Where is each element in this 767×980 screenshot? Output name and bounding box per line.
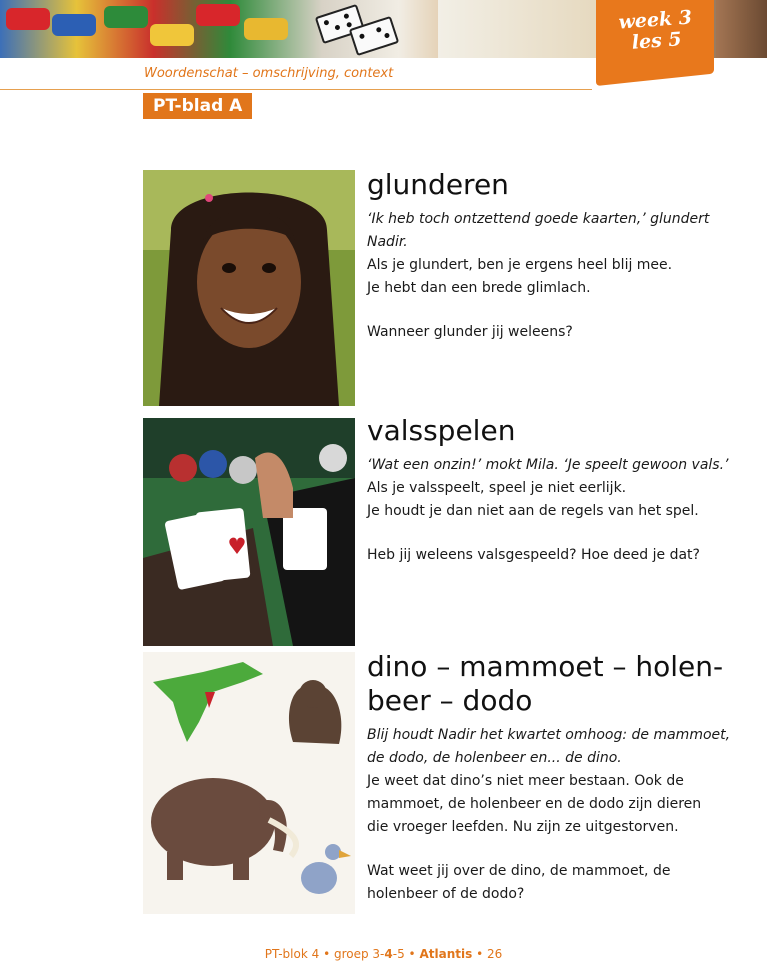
extinct-animals-illustration — [143, 652, 355, 914]
footer-group-suffix: -5 — [392, 947, 405, 961]
entry-text — [367, 168, 737, 344]
example-quote: ‘Ik heb toch ontzettend goede kaarten,’ glundert Nadir. — [367, 211, 710, 250]
headword-line: beer – dodo — [367, 684, 533, 717]
board-game-photo — [438, 0, 598, 58]
quote-line: Blij houdt Nadir het kwartet omhoog: de mammoet, — [367, 727, 731, 743]
toy-car-icon — [196, 4, 240, 26]
toy-car-icon — [6, 8, 50, 30]
discussion-question: Wanneer glunder jij weleens? — [367, 324, 573, 340]
discussion-question — [367, 860, 737, 906]
worksheet-subtitle: Woordenschat – omschrijving, context — [144, 66, 394, 81]
footer-group-prefix: groep 3- — [333, 947, 385, 961]
definition-line: Je hebt dan een brede glimlach. — [367, 280, 591, 296]
toy-car-icon — [104, 6, 148, 28]
footer-group-bold: 4 — [384, 947, 393, 961]
sheet-label-badge: PT-blad A — [143, 93, 252, 119]
headword — [367, 650, 737, 718]
vocab-entry-glunderen — [143, 170, 743, 406]
question-line: Wat weet jij over de dino, de mammoet, de — [367, 863, 671, 879]
hands-photo — [716, 0, 767, 58]
page-number: 26 — [486, 947, 503, 961]
entry-text — [367, 650, 737, 906]
cheating-cards-photo — [143, 418, 355, 646]
example-quote — [367, 724, 737, 770]
week-label: week 3 — [617, 6, 693, 34]
definition-line: Als je glundert, ben je ergens heel blij mee. — [367, 257, 673, 273]
toy-car-icon — [150, 24, 194, 46]
entry-text — [367, 414, 737, 567]
page-footer — [0, 947, 767, 961]
quote-line: de dodo, de holenbeer en... de dino. — [367, 750, 622, 766]
discussion-question: Heb jij weleens valsgespeeld? Hoe deed je dat? — [367, 547, 700, 563]
example-quote: ‘Wat een onzin!’ mokt Mila. ‘Je speelt gewoon vals.’ — [367, 457, 729, 473]
headword: valsspelen — [367, 414, 516, 447]
toy-car-icon — [52, 14, 96, 36]
definition-line: die vroeger leefden. Nu zijn ze uitgestorven. — [367, 819, 679, 835]
lesson-label: les 5 — [631, 28, 683, 54]
footer-brand: Atlantis — [419, 947, 473, 961]
definition-line: Je houdt je dan niet aan de regels van het spel. — [367, 503, 699, 519]
vocab-entry-valsspelen — [143, 414, 743, 646]
footer-separator: • — [476, 947, 484, 961]
vocab-entry-dino-mammoet — [143, 652, 743, 914]
toy-car-icon — [244, 18, 288, 40]
definition-line: Als je valsspeelt, speel je niet eerlijk. — [367, 480, 627, 496]
headword: glunderen — [367, 168, 509, 201]
footer-block: PT-blok 4 — [264, 947, 320, 961]
smiling-girl-photo — [143, 170, 355, 406]
week-lesson-label — [603, 6, 710, 55]
footer-separator: • — [323, 947, 331, 961]
definition-line: Je weet dat dino’s niet meer bestaan. Ook de — [367, 773, 684, 789]
question-line: holenbeer of de dodo? — [367, 886, 525, 902]
definition-line: mammoet, de holenbeer en de dodo zijn dieren — [367, 796, 702, 812]
header-rule — [0, 89, 592, 90]
headword-line: dino – mammoet – holen- — [367, 650, 724, 683]
footer-separator: • — [408, 947, 416, 961]
